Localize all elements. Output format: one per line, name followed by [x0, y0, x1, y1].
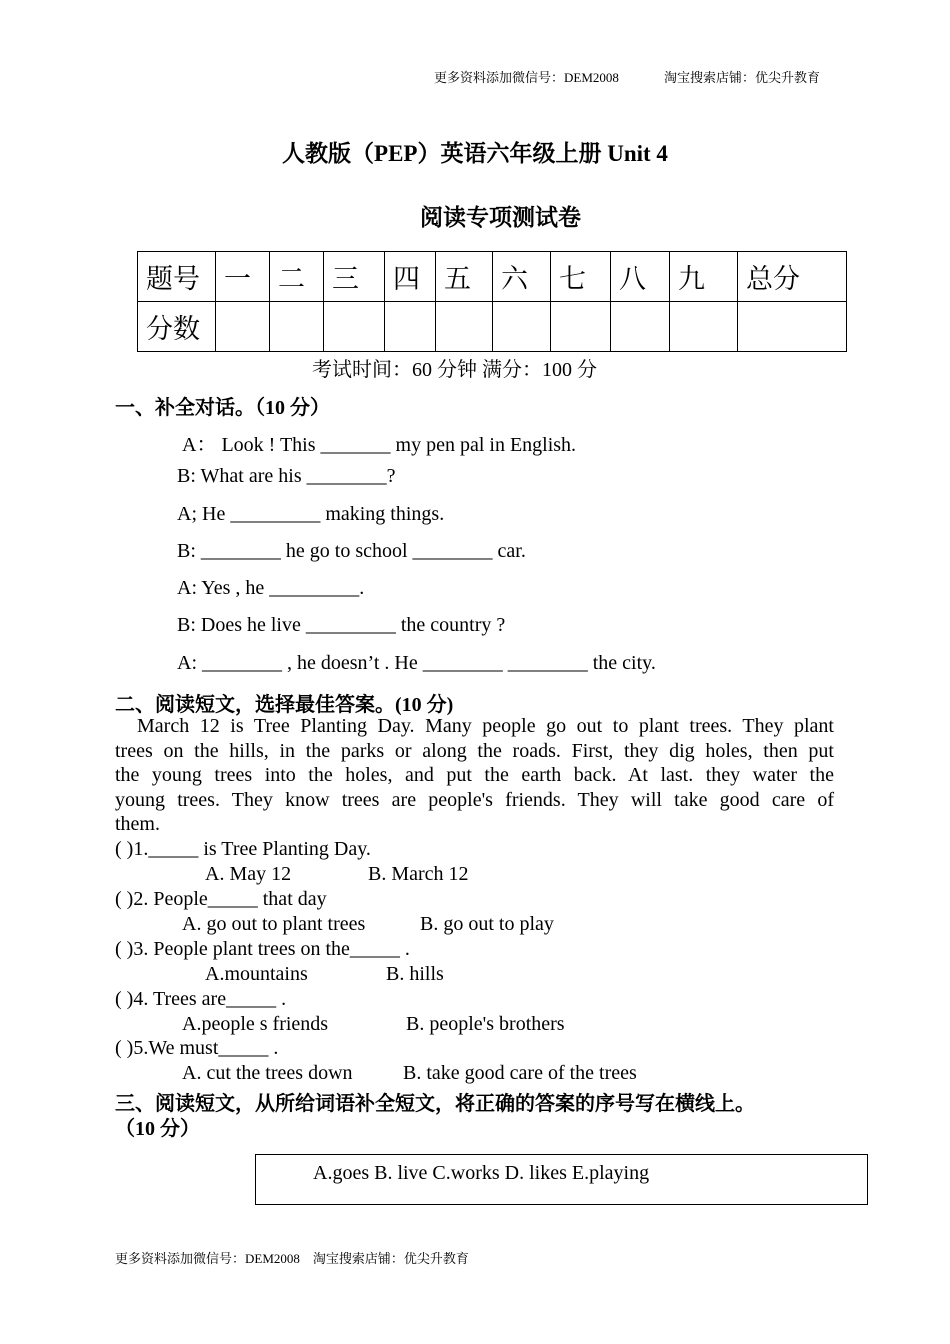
score-cell [738, 302, 847, 352]
passage-line: young trees. They know trees are people's friends. They will take good care of [115, 788, 834, 811]
word-bank-box [255, 1154, 868, 1205]
header-shop: 淘宝搜索店铺：优尖升教育 [664, 70, 821, 85]
score-cell [216, 302, 270, 352]
option-b: B. people's brothers [406, 1013, 565, 1035]
table-cell: 一 [216, 252, 270, 302]
score-cell [670, 302, 738, 352]
header-wechat: 更多资料添加微信号：DEM2008 [434, 70, 619, 85]
dialogue-line: B: What are his ________? [177, 465, 396, 487]
table-cell: 九 [670, 252, 738, 302]
option-b: B. go out to play [420, 913, 554, 935]
option-a: A. cut the trees down [182, 1062, 353, 1084]
exam-info: 考试时间：60 分钟 满分：100 分 [312, 359, 597, 381]
table-cell: 八 [611, 252, 670, 302]
section2-heading: 二、阅读短文，选择最佳答案。(10 分) [115, 694, 454, 716]
question-stem: ( )1._____ is Tree Planting Day. [115, 838, 371, 860]
table-cell: 二 [270, 252, 324, 302]
table-cell: 三 [324, 252, 385, 302]
option-a: A. go out to plant trees [182, 913, 366, 935]
option-a: A. May 12 [205, 863, 292, 885]
passage-line: them. [115, 813, 160, 836]
table-cell: 五 [436, 252, 493, 302]
table-cell: 四 [385, 252, 436, 302]
question-stem: ( )4. Trees are_____ . [115, 988, 287, 1010]
section3-heading: 三、阅读短文，从所给词语补全短文，将正确的答案的序号写在横线上。 [115, 1093, 755, 1115]
reading-passage [115, 714, 834, 837]
table-cell: 七 [551, 252, 611, 302]
passage-line: trees on the hills, in the parks or along the roads. First, they dig holes, then put [115, 739, 834, 762]
dialogue-line: B: Does he live _________ the country ? [177, 614, 506, 636]
page-subtitle: 阅读专项测试卷 [420, 205, 581, 230]
passage-line: March 12 is Tree Planting Day. Many people go out to plant trees. They plant [137, 715, 834, 737]
option-b: B. hills [386, 963, 444, 985]
table-cell: 总分 [738, 252, 847, 302]
table-cell: 分数 [138, 302, 216, 352]
score-table-header-row [138, 252, 847, 302]
table-cell: 六 [493, 252, 551, 302]
score-cell [611, 302, 670, 352]
word-bank: A.goes B. live C.works D. likes E.playing [313, 1162, 650, 1184]
dialogue-line: A： Look ! This _______ my pen pal in English. [182, 434, 577, 456]
score-table-score-row [138, 302, 847, 352]
table-cell: 题号 [138, 252, 216, 302]
dialogue-line: A; He _________ making things. [177, 503, 445, 525]
dialogue-line: A: Yes , he _________. [177, 577, 365, 599]
score-cell [324, 302, 385, 352]
score-cell [551, 302, 611, 352]
score-cell [436, 302, 493, 352]
dialogue-line: A: ________ , he doesn’t . He ________ ________ the city. [177, 652, 656, 674]
footer-text: 更多资料添加微信号：DEM2008 淘宝搜索店铺：优尖升教育 [115, 1251, 469, 1266]
question-stem: ( )2. People_____ that day [115, 888, 327, 910]
passage-line: the young trees into the holes, and put the earth back. At last. they water the [115, 764, 834, 787]
option-b: B. take good care of the trees [403, 1062, 637, 1084]
section1-heading: 一、补全对话。（10 分） [115, 397, 330, 419]
score-cell [385, 302, 436, 352]
page-title: 人教版（PEP）英语六年级上册 Unit 4 [282, 141, 668, 166]
score-cell [270, 302, 324, 352]
dialogue-line: B: ________ he go to school ________ car. [177, 540, 526, 562]
option-b: B. March 12 [368, 863, 469, 885]
question-stem: ( )5.We must_____ . [115, 1037, 279, 1059]
question-stem: ( )3. People plant trees on the_____ . [115, 938, 410, 960]
option-a: A.mountains [205, 963, 308, 985]
option-a: A.people s friends [182, 1013, 329, 1035]
score-table [137, 251, 847, 352]
section3-heading-score: （10 分） [115, 1118, 200, 1140]
score-cell [493, 302, 551, 352]
